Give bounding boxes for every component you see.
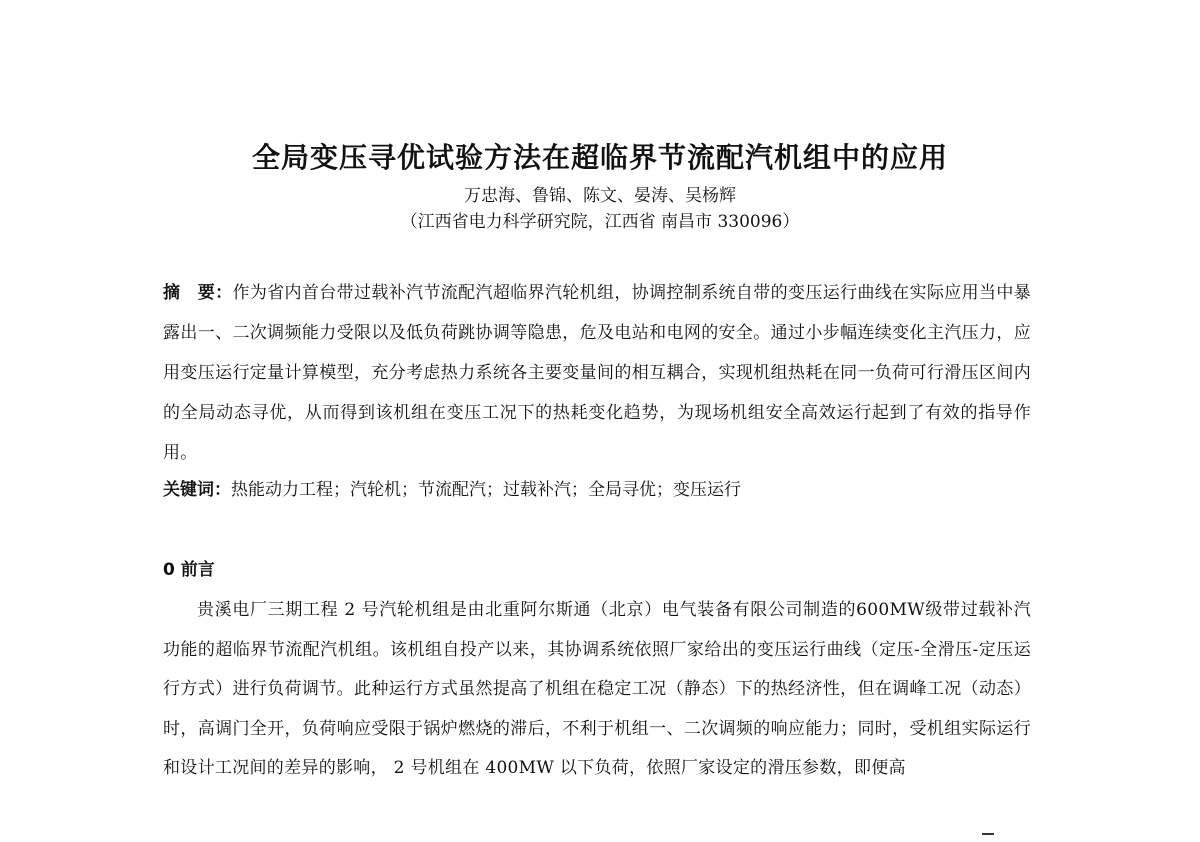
- abstract-text: 作为省内首台带过载补汽节流配汽超临界汽轮机组，协调控制系统自带的变压运行曲线在实际应用当中暴露出一、二次调频能力受限以及低负荷跳协调等隐患，危及电站和电网的安全。通过小步幅连续变化主汽压力，应用变压运行定量计算模型，充分考虑热力系统各主要变量间的相互耦合，实现机组热耗在同一负荷可行滑压区间内的全局动态寻优，从而得到该机组在变压工况下的热耗变化趋势，为现场机组安全高效运行起到了有效的指导作用。: [163, 283, 1031, 463]
- affiliation: （江西省电力科学研究院，江西省 南昌市 330096）: [400, 212, 800, 232]
- abstract: [163, 273, 1031, 473]
- section-heading-intro: 0 前言: [163, 560, 215, 580]
- keywords-label: 关键词：: [163, 480, 231, 500]
- keywords-text: 热能动力工程；汽轮机；节流配汽；过载补汽；全局寻优；变压运行: [231, 480, 741, 500]
- abstract-label: 摘 要：: [163, 283, 233, 303]
- author-list: 万忠海、鲁锦、陈文、晏涛、吴杨辉: [464, 186, 736, 206]
- intro-paragraph: 贵溪电厂三期工程 2 号汽轮机组是由北重阿尔斯通（北京）电气装备有限公司制造的600MW级带过载补汽功能的超临界节流配汽机组。该机组自投产以来，其协调系统依照厂家给出的变压运行曲线（定压-全滑压-定压运行方式）进行负荷调节。此种运行方式虽然提高了机组在稳定工况（静态）下的热经济性，但在调峰工况（动态）时，高调门全开，负荷响应受限于锅炉燃烧的滞后，不利于机组一、二次调频的响应能力；同时，受机组实际运行和设计工况间的差异的影响， 2 号机组在 400MW 以下负荷，依照厂家设定的滑压参数，即便高: [163, 600, 1031, 778]
- paper-title: 全局变压寻优试验方法在超临界节流配汽机组中的应用: [251, 141, 948, 174]
- keywords: [163, 470, 1031, 510]
- scan-mark: [982, 833, 994, 841]
